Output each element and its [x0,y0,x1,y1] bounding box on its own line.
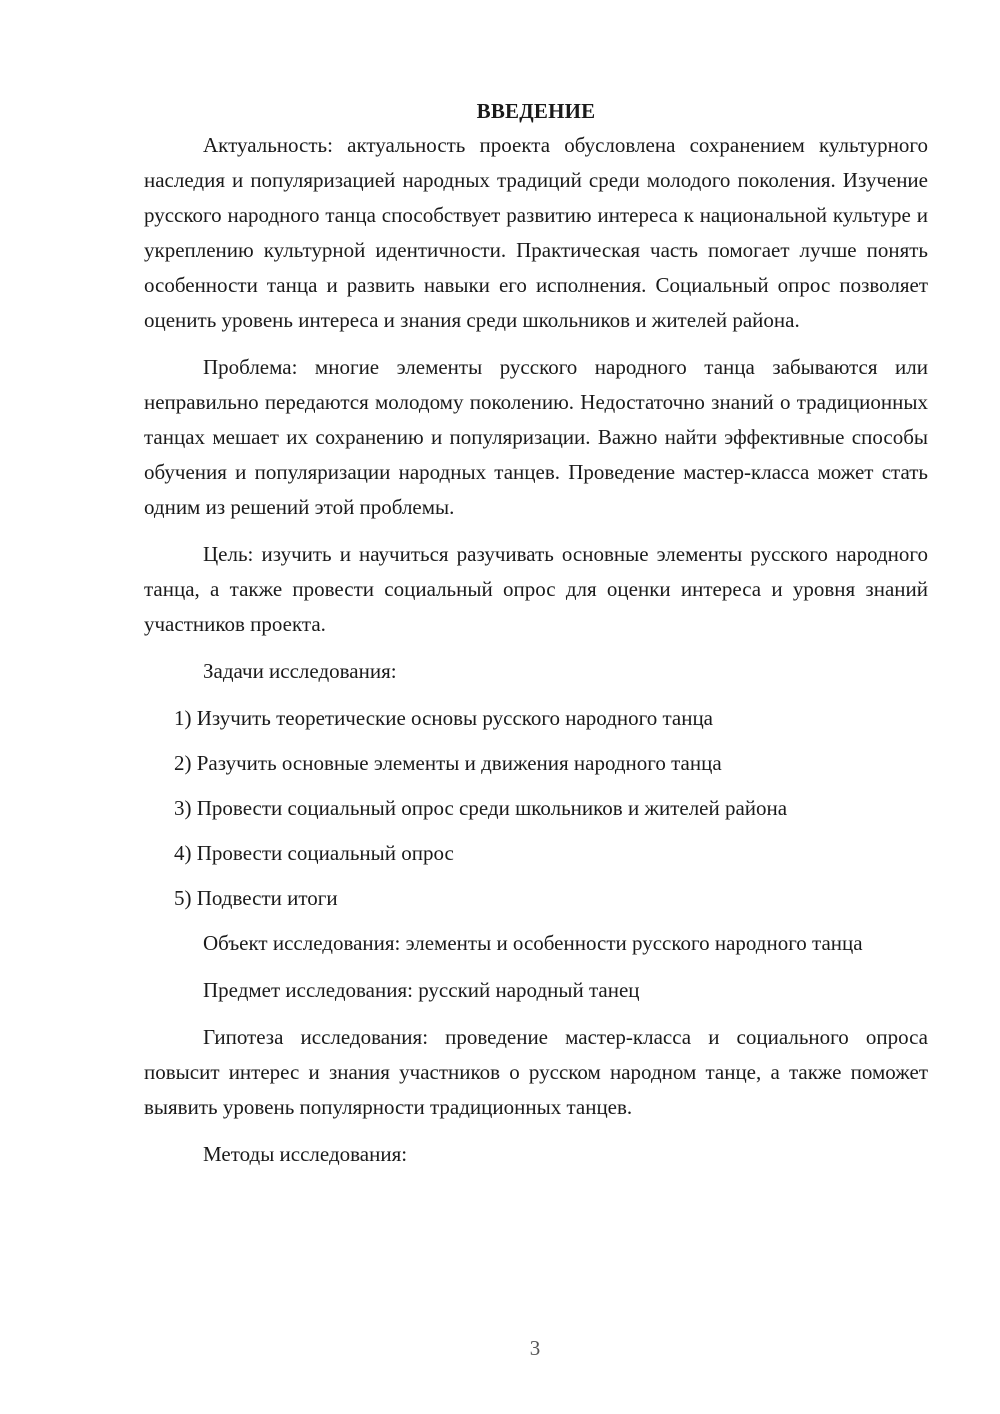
page-number: 3 [529,1336,541,1360]
list-item: 4) Провести социальный опрос [174,841,454,865]
problem-paragraph: Проблема: многие элементы русского народного танца забываются или неправильно передаются молодому поколению. Недостаточно знаний о традиционных танцах мешает их сохранению и популяризации. Важно найти эффективные способы обучения и популяризации народных танцев. Проведение мастер-класса может стать одним из решений этой проблемы. [144,355,928,519]
hypothesis-paragraph: Гипотеза исследования: проведение мастер-класса и социального опроса повысит интерес и знания участников о русском народном танце, а также поможет выявить уровень популярности традиционных танцев. [144,1025,928,1119]
tasks-list [144,701,928,916]
page-content [144,96,928,1184]
object-paragraph: Объект исследования: элементы и особенности русского народного танца [203,931,863,955]
list-item: 5) Подвести итоги [174,886,338,910]
relevance-paragraph: Актуальность: актуальность проекта обусловлена сохранением культурного наследия и популяризацией народных традиций среди молодого поколения. Изучение русского народного танца способствует развитию интереса к национальной культуре и укреплению культурной идентичности. Практическая часть помогает лучше понять особенности танца и развить навыки его исполнения. Социальный опрос позволяет оценить уровень интереса и знания среди школьников и жителей района. [144,133,928,332]
list-item: 3) Провести социальный опрос среди школьников и жителей района [174,796,788,820]
tasks-heading: Задачи исследования: [203,659,397,683]
goal-paragraph: Цель: изучить и научиться разучивать основные элементы русского народного танца, а также провести социальный опрос для оценки интереса и уровня знаний участников проекта. [144,542,928,636]
methods-heading: Методы исследования: [203,1142,408,1166]
subject-paragraph: Предмет исследования: русский народный танец [203,978,640,1002]
list-item: 1) Изучить теоретические основы русского народного танца [174,706,714,730]
section-title: ВВЕДЕНИЕ [476,99,596,123]
list-item: 2) Разучить основные элементы и движения народного танца [174,751,722,775]
